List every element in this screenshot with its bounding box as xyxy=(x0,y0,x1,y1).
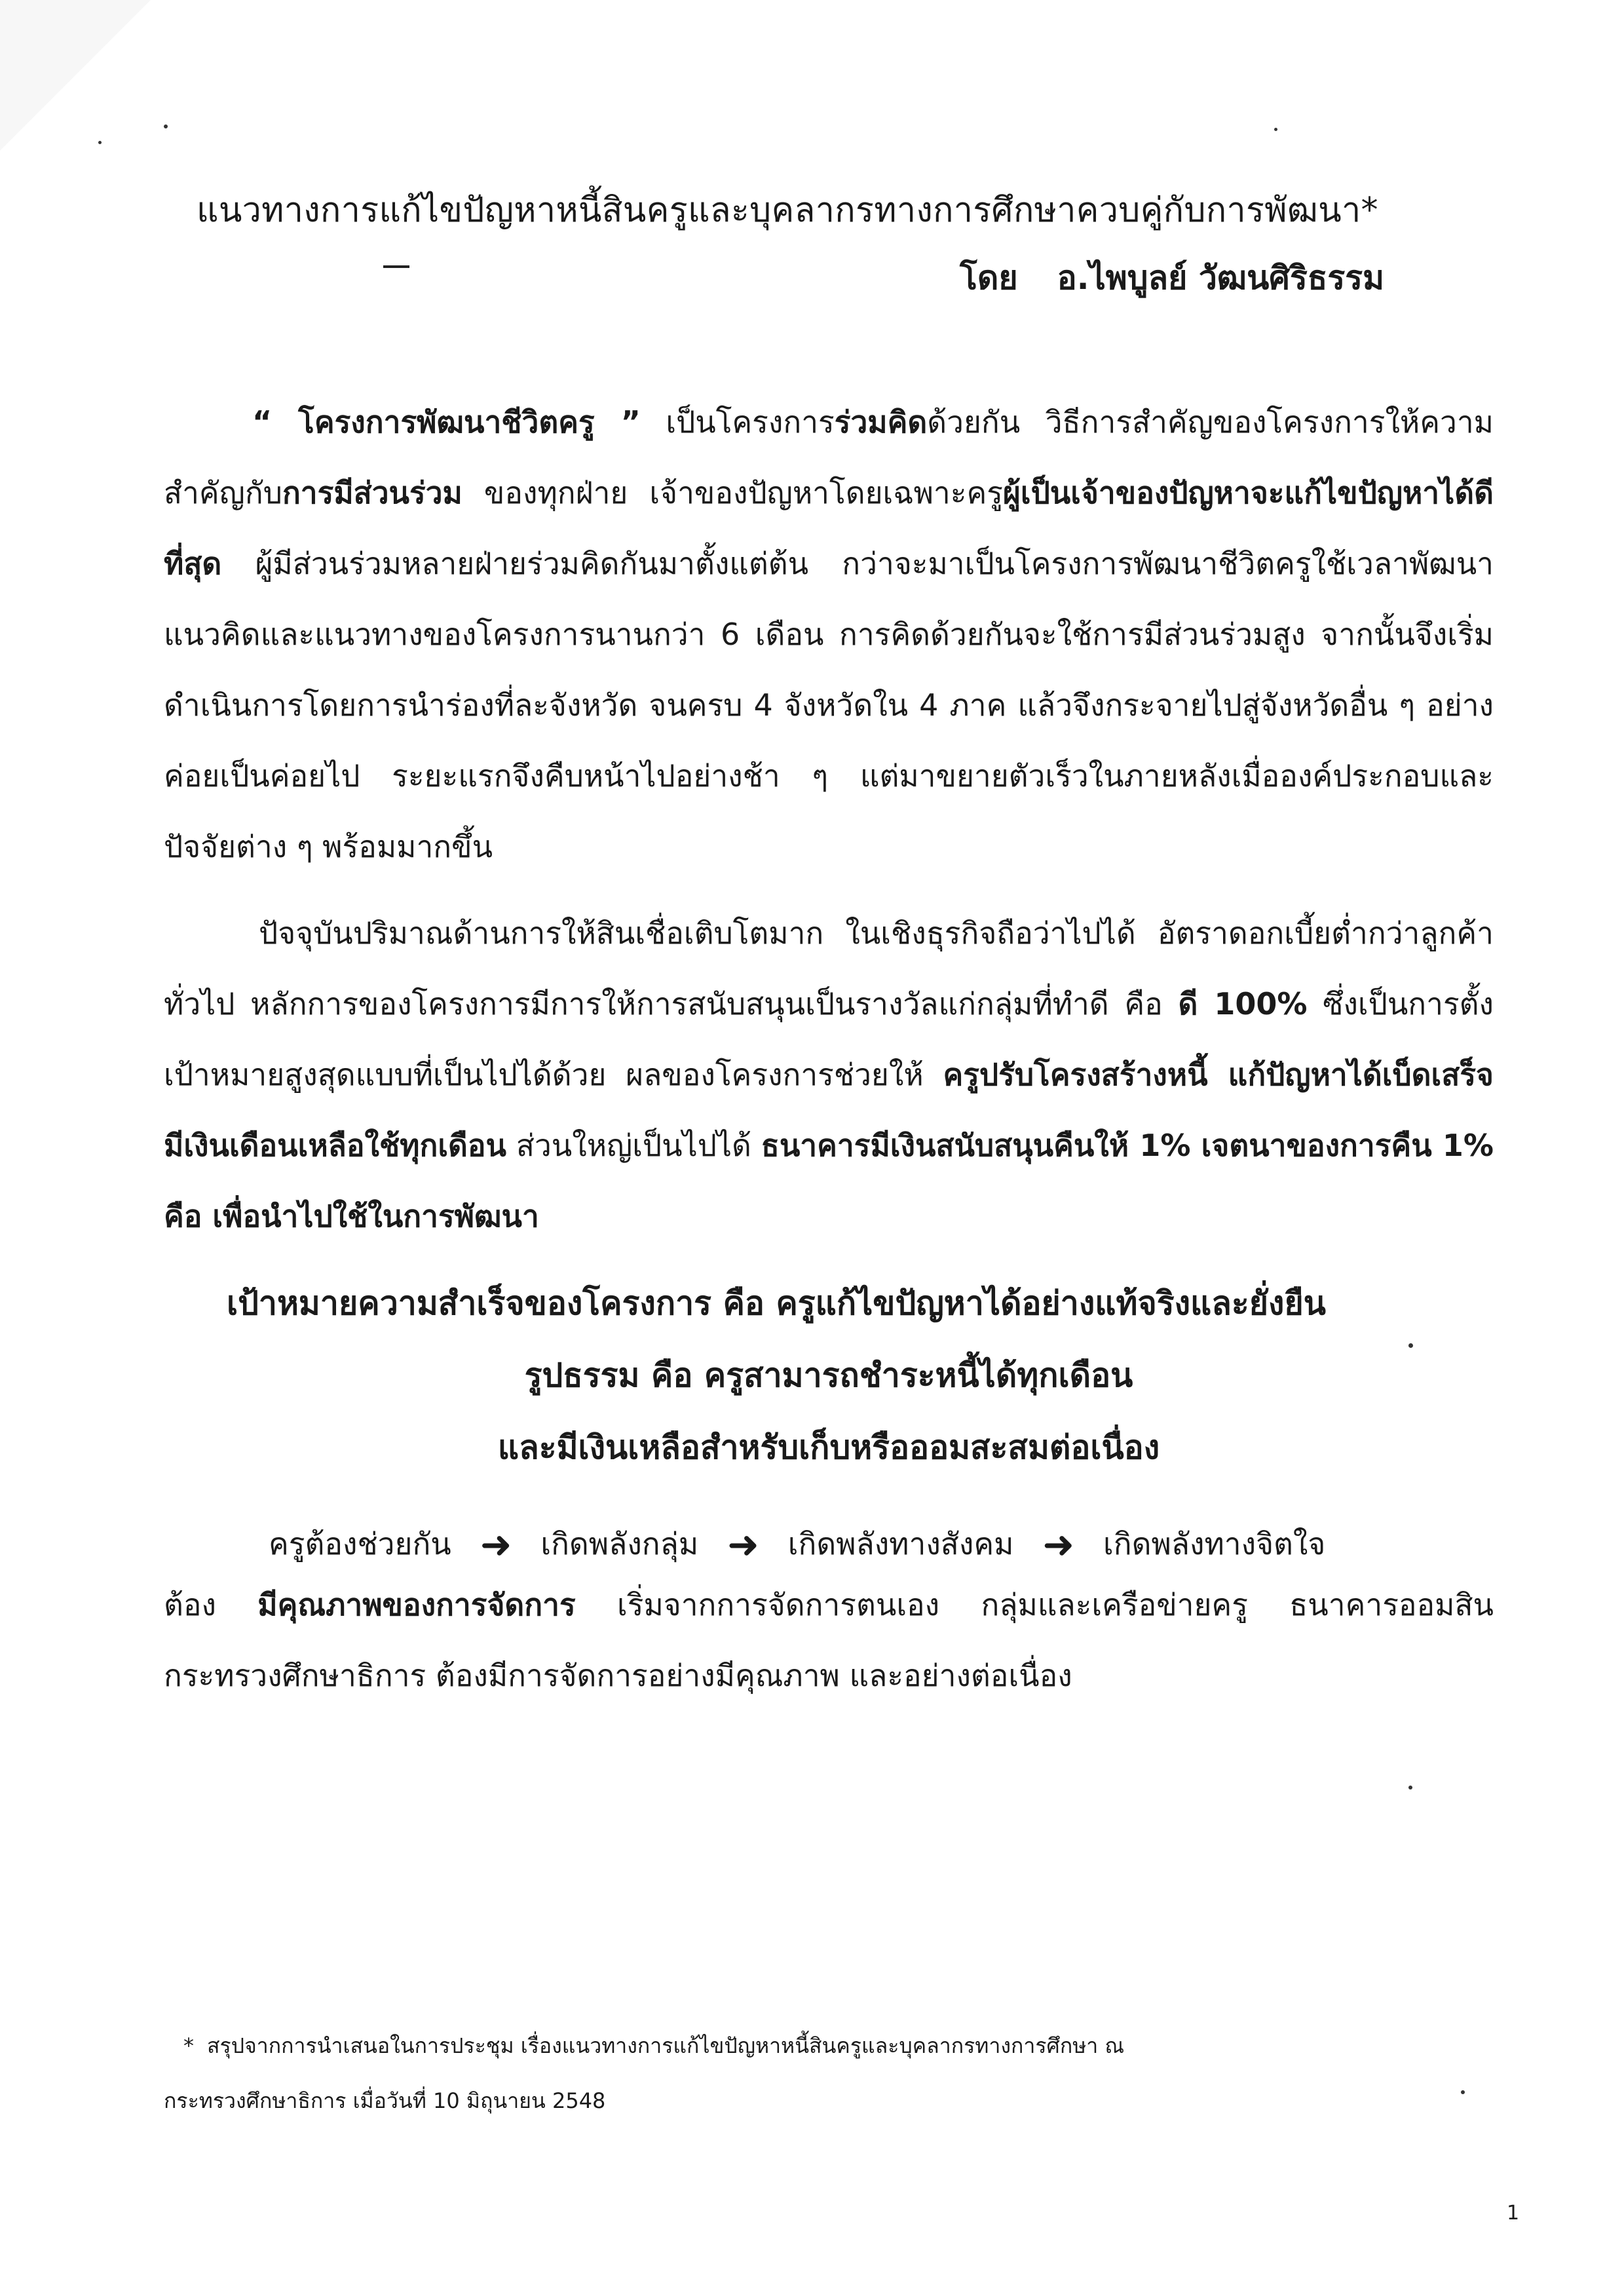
footnote-line-1: สรุปจากการนำเสนอในการประชุม เรื่องแนวทางการแก้ไขปัญหาหนี้สินครูและบุคลากรทางการศึกษา ณ xyxy=(207,2033,1125,2058)
paragraph-text: ต้อง xyxy=(164,1587,258,1622)
scan-speck xyxy=(1274,128,1277,131)
paragraph-2 xyxy=(164,898,1494,1252)
emphasis-text: ผู้เป็นเจ้าของปัญหาจะแก้ไขปัญหาได้ดีที่สุด xyxy=(164,475,1494,581)
flow-step-3: เกิดพลังทางสังคม xyxy=(787,1526,1014,1561)
emphasis-text: การมีส่วนร่วม xyxy=(282,475,463,510)
page-number: 1 xyxy=(1507,2202,1520,2225)
emphasis-text: ครูปรับโครงสร้างหนี้ แก้ปัญหาได้เบ็ดเสร็จ มีเงินเดือนเหลือใช้ทุกเดือน xyxy=(164,1057,1494,1163)
paragraph-text: ซึ่งเป็นการตั้งเป้าหมายสูงสุดแบบที่เป็นไปได้ด้วย ผลของโครงการช่วยให้ xyxy=(164,986,1494,1092)
paper-corner-fold xyxy=(0,0,151,151)
scan-speck xyxy=(1408,1786,1412,1789)
footnote-line-2: กระทรวงศึกษาธิการ เมื่อวันที่ 10 มิถุนายน 2548 xyxy=(164,2088,606,2113)
goal-line-2: รูปธรรม คือ ครูสามารถชำระหนี้ได้ทุกเดือน xyxy=(524,1356,1133,1394)
footnote-marker: * xyxy=(183,2033,194,2058)
paragraph-text: เริ่มจากการจัดการตนเอง กลุ่มและเครือข่ายครู ธนาคารออมสิน กระทรวงศึกษาธิการ ต้องมีการจัดการอย่างมีคุณภาพ และอย่างต่อเนื่อง xyxy=(164,1587,1494,1693)
scan-speck xyxy=(164,124,168,128)
emphasis-text: ดี 100% xyxy=(1178,986,1308,1022)
author-name: อ.ไพบูลย์ วัฒนศิริธรรม xyxy=(1057,259,1385,297)
paragraph-text: ปัจจุบันปริมาณด้านการให้สินเชื่อเติบโตมาก ในเชิงธุรกิจถือว่าไปได้ อัตราดอกเบี้ยต่ำกว่าลูกค้าทั่วไป หลักการของโครงการมีการให้การสนับสนุนเป็นรางวัลแก่กลุ่มที่ทำดี คือ xyxy=(164,915,1494,1022)
paragraph-text: ด้วยกัน วิธีการสำคัญของโครงการให้ความสำคัญกับ xyxy=(164,404,1494,510)
paragraph-text: ของทุกฝ่าย เจ้าของปัญหาโดยเฉพาะครู xyxy=(462,475,1003,510)
scan-mark xyxy=(383,265,409,268)
flow-step-2: เกิดพลังกลุ่ม xyxy=(540,1526,699,1561)
flow-step-4: เกิดพลังทางจิตใจ xyxy=(1103,1526,1326,1561)
scan-speck xyxy=(1408,1343,1413,1348)
footnote xyxy=(164,2018,1454,2128)
right-arrow-icon: ➜ xyxy=(480,1521,512,1567)
goal-line-1: เป้าหมายความสำเร็จของโครงการ คือ ครูแก้ไขปัญหาได้อย่างแท้จริงและยั่งยืน xyxy=(227,1284,1326,1322)
document-title: แนวทางการแก้ไขปัญหาหนี้สินครูและบุคลากรทางการศึกษาควบคู่กับการพัฒนา* xyxy=(197,191,1378,230)
flow-step-1: ครูต้องช่วยกัน xyxy=(269,1526,451,1561)
author-prefix: โดย xyxy=(960,259,1018,297)
right-arrow-icon: ➜ xyxy=(1042,1521,1075,1567)
emphasis-text: ธนาคารมีเงินสนับสนุนคืนให้ 1% เจตนาของการคืน 1% คือ เพื่อนำไปใช้ในการพัฒนา xyxy=(164,1128,1494,1234)
paragraph-1 xyxy=(164,387,1494,882)
goal-line-3: และมีเงินเหลือสำหรับเก็บหรือออมสะสมต่อเนื่อง xyxy=(497,1428,1160,1466)
emphasis-text: ร่วมคิด xyxy=(834,404,928,440)
emphasis-text: มีคุณภาพของการจัดการ xyxy=(257,1587,576,1622)
project-name: “ โครงการพัฒนาชีวิตครู ” xyxy=(252,404,641,440)
scan-speck xyxy=(98,141,102,144)
right-arrow-icon: ➜ xyxy=(727,1521,759,1567)
paragraph-text: ผู้มีส่วนร่วมหลายฝ่ายร่วมคิดกันมาตั้งแต่ต้น กว่าจะมาเป็นโครงการพัฒนาชีวิตครูใช้เวลาพัฒนาแนวคิดและแนวทางของโครงการนานกว่า 6 เดือน การคิดด้วยกันจะใช้การมีส่วนร่วมสูง จากนั้นจึงเริ่มดำเนินการโดยการนำร่องที่ละจังหวัด จนครบ 4 จังหวัดใน 4 ภาค แล้วจึงกระจายไปสู่จังหวัดอื่น ๆ อย่างค่อยเป็นค่อยไป ระยะแรกจึงคืบหน้าไปอย่างช้า ๆ แต่มาขยายตัวเร็วในภายหลังเมื่อองค์ประกอบและปัจจัยต่าง ๆ พร้อมมากขึ้น xyxy=(164,546,1494,864)
power-flow xyxy=(269,1520,1494,1568)
author-line xyxy=(960,252,1445,304)
paragraph-3 xyxy=(164,1569,1494,1711)
paragraph-text: ส่วนใหญ่เป็นไปได้ xyxy=(506,1128,761,1163)
scan-speck xyxy=(1461,2090,1465,2094)
paragraph-text: เป็นโครงการ xyxy=(640,404,835,440)
